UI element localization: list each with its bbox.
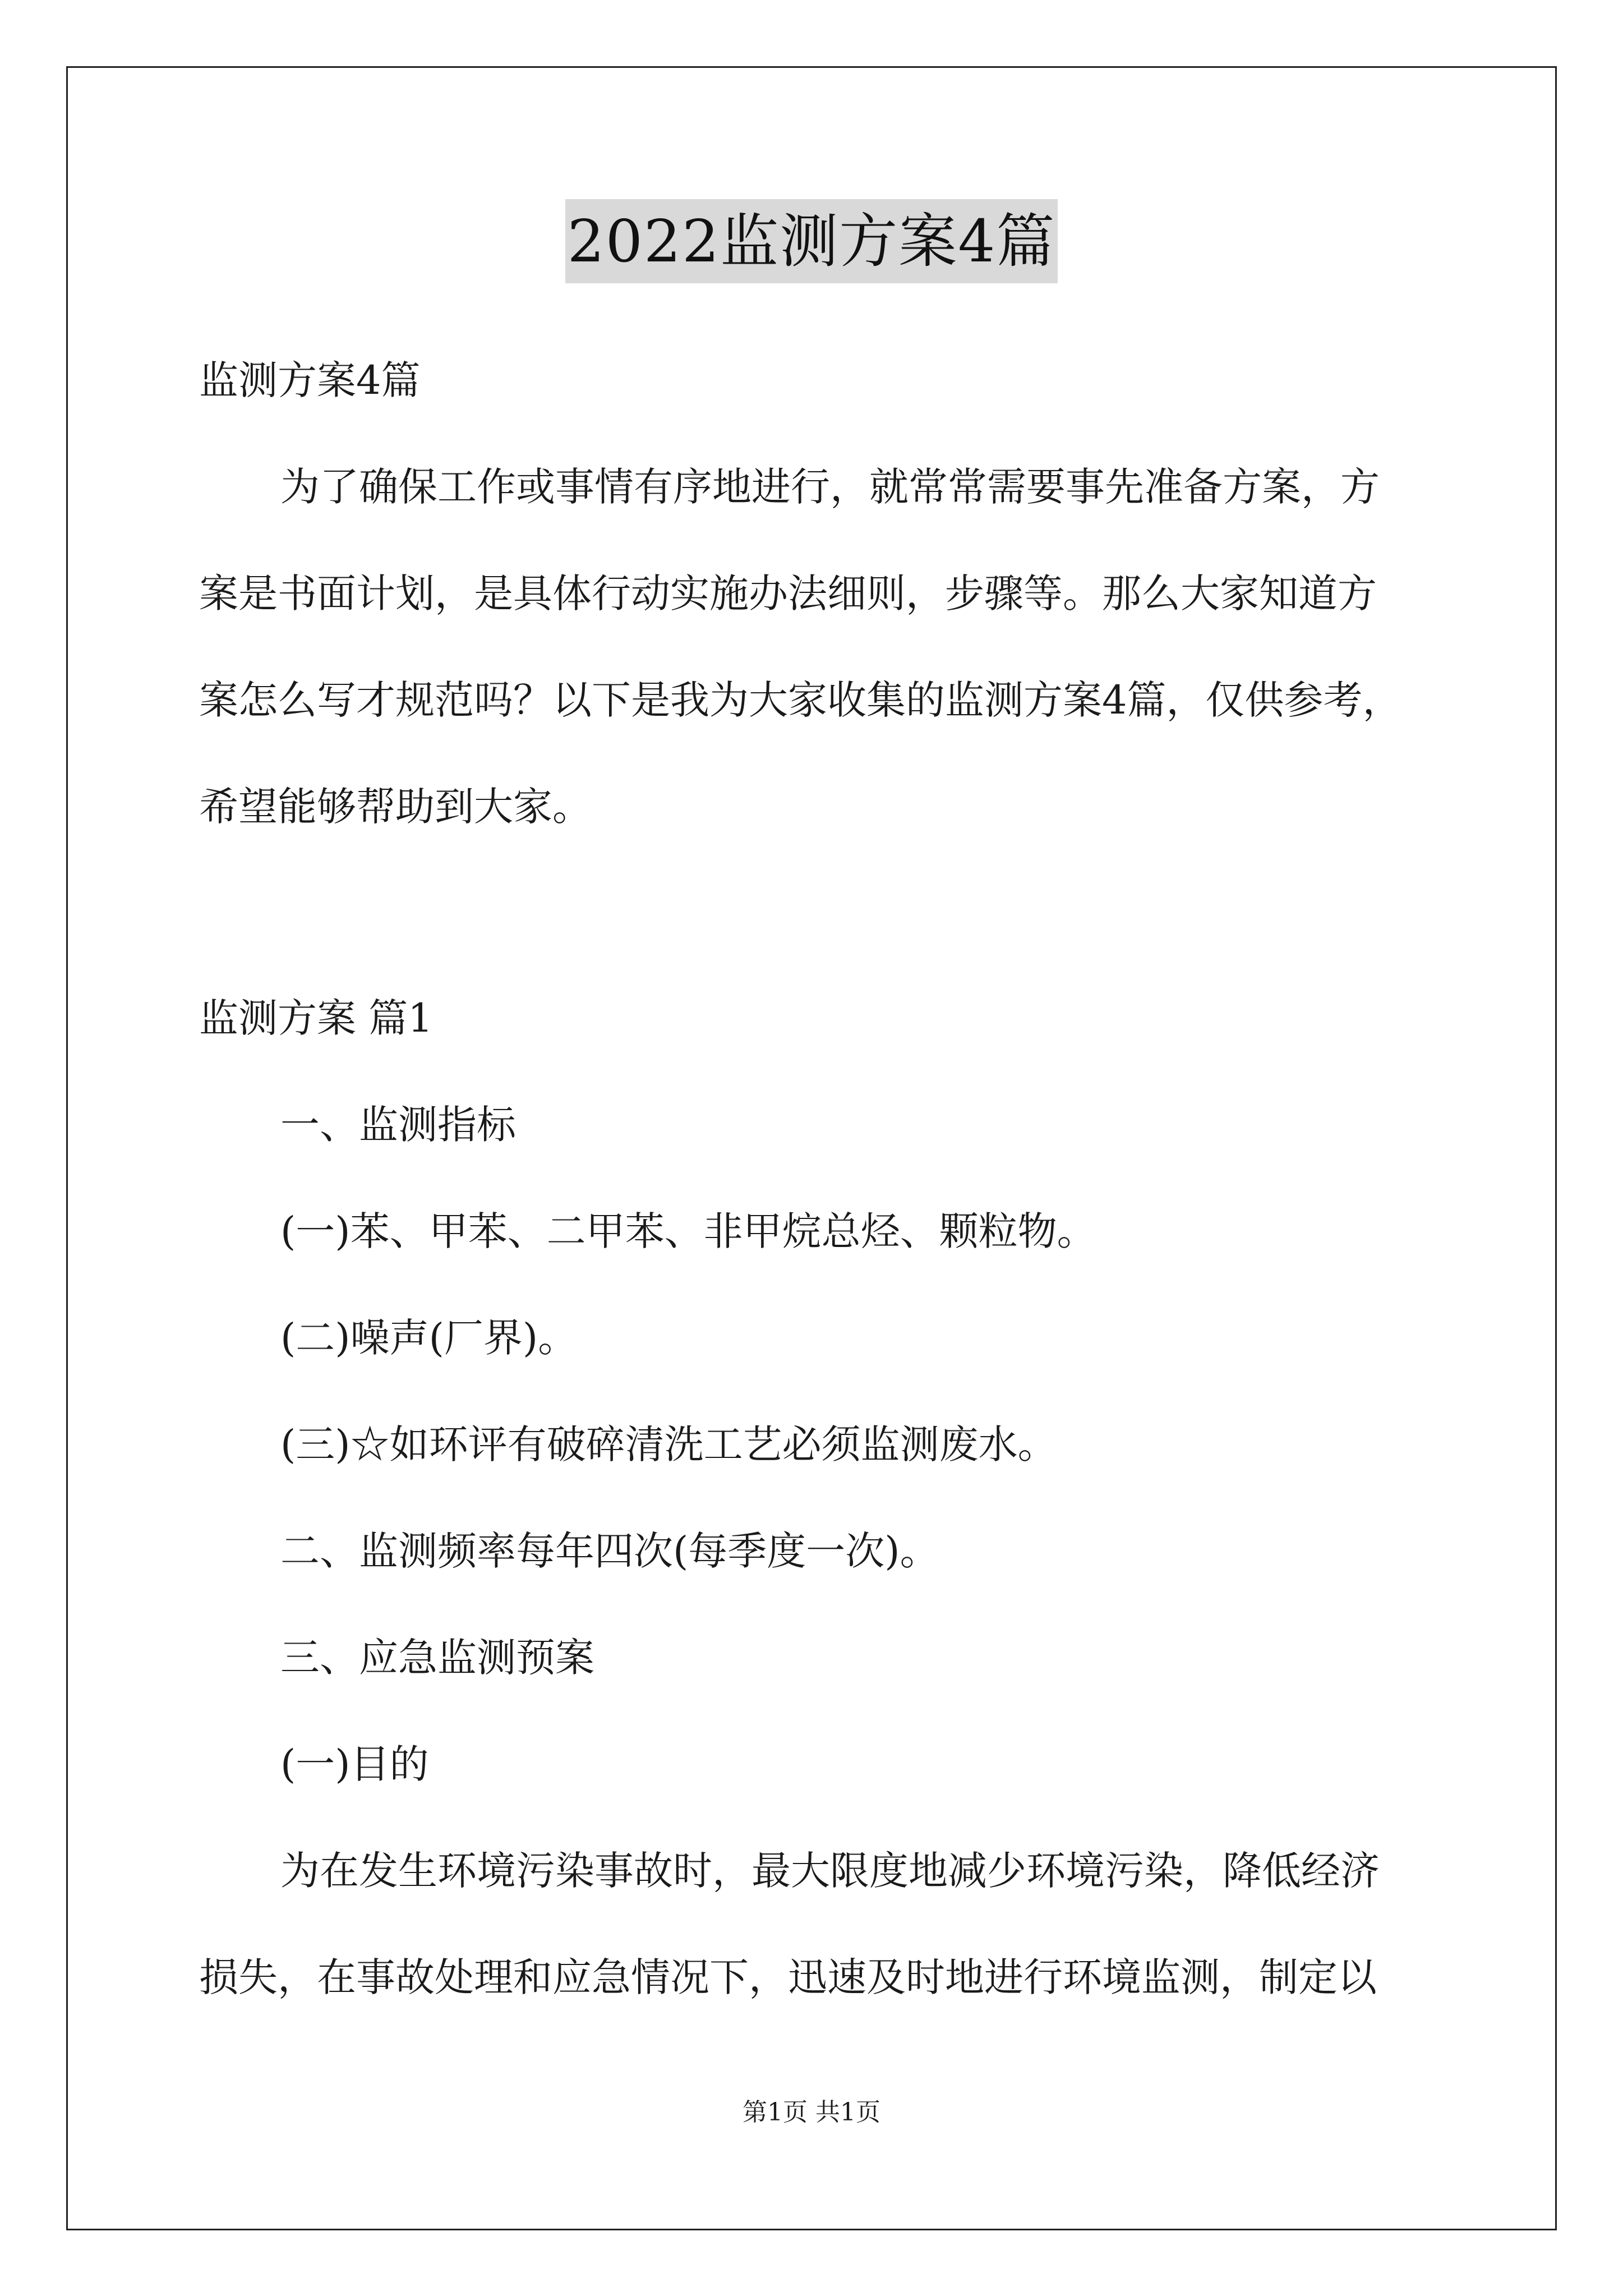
list-item: (一)苯、甲苯、二甲苯、非甲烷总烃、颗粒物。 bbox=[280, 1208, 1096, 1254]
purpose-line-2: 损失，在事故处理和应急情况下，迅速及时地进行环境监测，制定以 bbox=[199, 1954, 1377, 2000]
intro-line-3: 案怎么写才规范吗？以下是我为大家收集的监测方案4篇，仅供参考， bbox=[199, 677, 1402, 723]
list-item: 一、监测指标 bbox=[280, 1102, 516, 1148]
section-heading: 监测方案 篇1 bbox=[199, 995, 433, 1041]
list-item: 三、应急监测预案 bbox=[280, 1635, 594, 1681]
document-title: 2022监测方案4篇 bbox=[565, 199, 1058, 283]
page-footer: 第1页 共1页 bbox=[743, 2098, 880, 2127]
intro-line-1: 为了确保工作或事情有序地进行，就常常需要事先准备方案，方 bbox=[280, 464, 1380, 510]
title-container bbox=[0, 199, 1623, 283]
intro-line-2: 案是书面计划，是具体行动实施办法细则，步骤等。那么大家知道方 bbox=[199, 570, 1377, 616]
list-item: (一)目的 bbox=[280, 1741, 429, 1787]
purpose-line-1: 为在发生环境污染事故时，最大限度地减少环境污染，降低经济 bbox=[280, 1848, 1380, 1894]
list-item: (二)噪声(厂界)。 bbox=[280, 1315, 578, 1361]
subtitle: 监测方案4篇 bbox=[199, 357, 421, 403]
list-item: (三)☆如环评有破碎清洗工艺必须监测废水。 bbox=[280, 1421, 1057, 1467]
intro-line-4: 希望能够帮助到大家。 bbox=[199, 784, 592, 830]
list-item: 二、监测频率每年四次(每季度一次)。 bbox=[280, 1528, 939, 1574]
